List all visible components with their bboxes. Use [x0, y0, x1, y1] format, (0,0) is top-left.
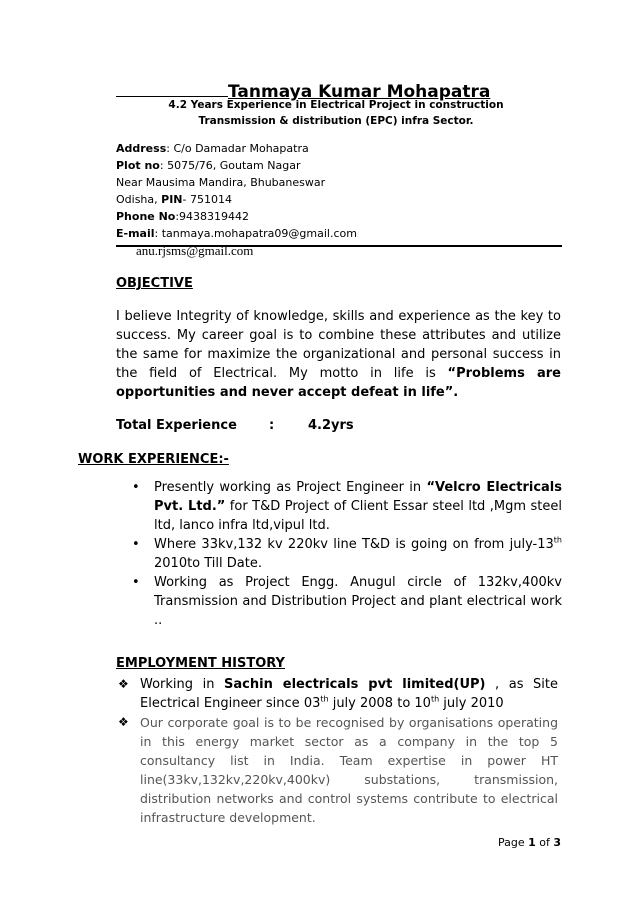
plot-value: : 5075/76, Goutam Nagar — [159, 159, 301, 172]
work-experience-list — [132, 478, 562, 630]
bullet-icon: • — [132, 575, 140, 590]
objective-text — [116, 307, 561, 402]
pin-label: PIN — [161, 193, 183, 206]
work-item-2-sup: th — [553, 535, 562, 545]
employment-item-1-company: Sachin electricals pvt limited(UP) — [224, 677, 486, 692]
bullet-icon: • — [132, 537, 140, 552]
state-text: Odisha, — [116, 193, 162, 206]
list-item — [132, 535, 562, 573]
list-item — [132, 478, 562, 535]
page-footer — [498, 836, 561, 849]
employment-item-2-text: Our corporate goal is to be recognised by organisations operating in this energy market sector as a company in the top 5 consultancy list in India. Team expertise in power HT line(33kv,132kv,220kv,400kv) substations, transmission, distribution networks and control systems contribute to electrical infrastructure development. — [140, 715, 558, 825]
address-line — [116, 140, 357, 157]
email-value[interactable]: : tanmaya.mohapatra09@gmail.com — [154, 227, 357, 240]
subtitle-line-2: Transmission & distribution (EPC) infra Sector. — [198, 115, 474, 127]
employment-history-list — [118, 675, 558, 827]
candidate-name: Tanmaya Kumar Mohapatra — [228, 82, 491, 102]
bullet-icon: • — [132, 480, 140, 495]
page-word: Page — [498, 836, 529, 849]
work-item-1-detail: for T&D Project of Client Essar steel ltd ,Mgm steel ltd, lanco infra ltd,vipul ltd. — [154, 499, 563, 533]
diamond-bullet-icon: ❖ — [118, 715, 129, 729]
employment-history-heading: EMPLOYMENT HISTORY — [116, 656, 285, 671]
employment-item-1-dates: july 2008 to 10 — [328, 696, 431, 711]
total-experience-colon: : — [269, 418, 275, 433]
email-label: E-mail — [116, 227, 155, 240]
employment-item-1-text: Working in — [140, 677, 225, 692]
address-label: Address — [116, 142, 167, 155]
phone-line — [116, 208, 357, 225]
employment-item-1-role: , as Site Electrical Engineer since 03 — [140, 677, 558, 711]
phone-value: :9438319442 — [175, 210, 250, 223]
employment-item-1-end: july 2010 — [439, 696, 504, 711]
list-item — [118, 713, 558, 827]
list-item — [132, 573, 562, 630]
work-item-2-text: Where 33kv,132 kv 220kv line T&D is going on from july-13 — [154, 537, 554, 552]
pin-value: - 751014 — [182, 193, 232, 206]
objective-body: I believe Integrity of knowledge, skills and experience as the key to success. My career goal is to combine these attributes and utilize the same for maximize the organizational and personal success in the field of Electrical. My motto in life is — [116, 309, 561, 381]
total-experience-label: Total Experience — [116, 418, 237, 433]
work-item-1-text: Presently working as Project Engineer in — [154, 480, 427, 495]
employment-item-1-sup-1: th — [320, 694, 329, 704]
email-line — [116, 225, 357, 242]
pin-line — [116, 191, 357, 208]
work-experience-heading: WORK EXPERIENCE:- — [78, 452, 229, 467]
contact-block — [116, 140, 357, 259]
plot-line — [116, 157, 357, 174]
diamond-bullet-icon: ❖ — [118, 677, 129, 691]
name-underline-rule — [116, 96, 228, 97]
address-value: : C/o Damadar Mohapatra — [166, 142, 309, 155]
plot-label: Plot no — [116, 159, 160, 172]
work-item-2-detail: 2010to Till Date. — [154, 556, 262, 571]
work-item-1-company: “Velcro Electricals Pvt. Ltd.” — [154, 480, 562, 514]
page-of-word: of — [535, 836, 554, 849]
page-total: 3 — [553, 836, 562, 849]
work-item-3-text: Working as Project Engg. Anugul circle of 132kv,400kv Transmission and Distribution Project and plant electrical work .. — [154, 575, 562, 628]
subtitle-line-1: 4.2 Years Experience in Electrical Project in construction — [168, 99, 504, 111]
section-divider — [116, 245, 562, 247]
phone-label: Phone No — [116, 210, 176, 223]
objective-heading: OBJECTIVE — [116, 276, 193, 291]
employment-item-1-sup-2: th — [430, 694, 440, 704]
objective-motto: “Problems are opportunities and never accept defeat in life”. — [116, 366, 561, 400]
near-line: Near Mausima Mandira, Bhubaneswar — [116, 176, 326, 189]
total-experience-value: 4.2yrs — [308, 418, 354, 433]
list-item — [118, 675, 558, 713]
alt-email[interactable]: anu.rjsms@gmail.com — [136, 243, 254, 258]
page-current: 1 — [528, 836, 536, 849]
